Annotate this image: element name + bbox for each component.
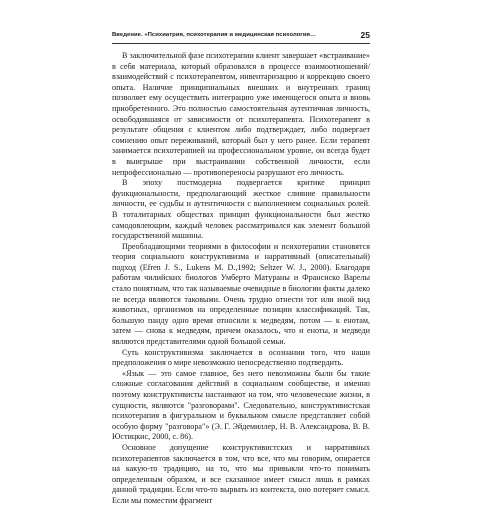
body-text <box>112 51 370 507</box>
paragraph-postmodern: В эпоху постмодерна подвергается критике принцип функциональности, предполагающий жесткое слияние правильности личности, ее судьбы и аутентичности с выполнением социальных ролей. В тоталитарных обществах принцип функциональности был жестко самодовлеющим, каждый человек рассматривался как элемент большой государственной машины. <box>112 178 370 241</box>
paragraph-constructivism-essence: Суть конструктивизма заключается в осознании того, что наши предположения о мире невозможно непосредственно подтвердить. <box>112 347 370 368</box>
paragraph-main-assumption: Основное допущение конструктивистских и нарративных психотерапевтов заключается в том, что все, что мы говорим, опирается на какую-то традицию, на то, что мы привыкли что-то понимать определенным образом, и все сказанное имеет смысл лишь в рамках данной традиции. Если что-то вырвать из контекста, оно потеряет смысл. Если мы поместим фрагмент <box>112 442 370 505</box>
running-header <box>112 30 370 44</box>
paragraph-theories: Преобладающими теориями в философии и психотерапии становятся теория социального конструктивизма и нарративный (описательный) подход (Efren J. S., Lukens M. D.,1992; Seltzer W. J., 2000). Благодаря работам чилийских биологов Умберто Матураны и Франсиско Варелы стало понятным, что так называемые очевидные в биологии факты далеко не всегда являются таковыми. Очень трудно отнести тот или иной вид животных, организмов на определенные позиции классификаций. Так, большую панду одно время относили к медведям, потом — к енотам, затем — снова к медведям, причем оказалось, что и еноты, и медведи являются представителями одной большой семьи. <box>112 241 370 347</box>
page-number: 25 <box>360 30 370 40</box>
header-divider <box>112 43 370 44</box>
paragraph-language-quote: «Язык — это самое главное, без него невозможны были бы такие сложные согласования действий в социальном сообществе, и именно поэтому конструктивисты настаивают на том, что человеческие жизни, в сущности, являются "разговорами". Следовательно, конструктивистская психотерапия в фигуральном и буквальном смысле представляет собой особую форму "разговора"» (Э. Г. Эйдемиллер, Н. В. Александрова, В. В. Юстицкис, 2000, с. 86). <box>112 368 370 442</box>
running-header-title: Введение. «Психиатрия, психотерапия и медицинская психология… <box>112 32 316 38</box>
paragraph-final-phase: В заключительной фазе психотерапии клиент завершает «встраивание» в себя материала, который образовался в процессе взаимоотношений/взаимодействий с психотерапевтом, инвентаризацию и коррекцию своего опыта. Наличие принципиальных внешних и внутренних границ позволяет ему осуществить интеграцию уже имеющегося опыта и вновь приобретенного. Это полностью самостоятельная аутентичная личность, освободившаяся от зависимости от психотерапевта. Психотерапевт в результате общения с клиентом либо подтверждает, либо подвергает сомнению опыт переживаний, который был у него ранее. Если терапевт занимается психотерапией на профессиональном уровне, он всегда будет в выигрыше при выстраивании собственной личности, если непрофессионально — противопереносы разрушают его личность. <box>112 51 370 177</box>
